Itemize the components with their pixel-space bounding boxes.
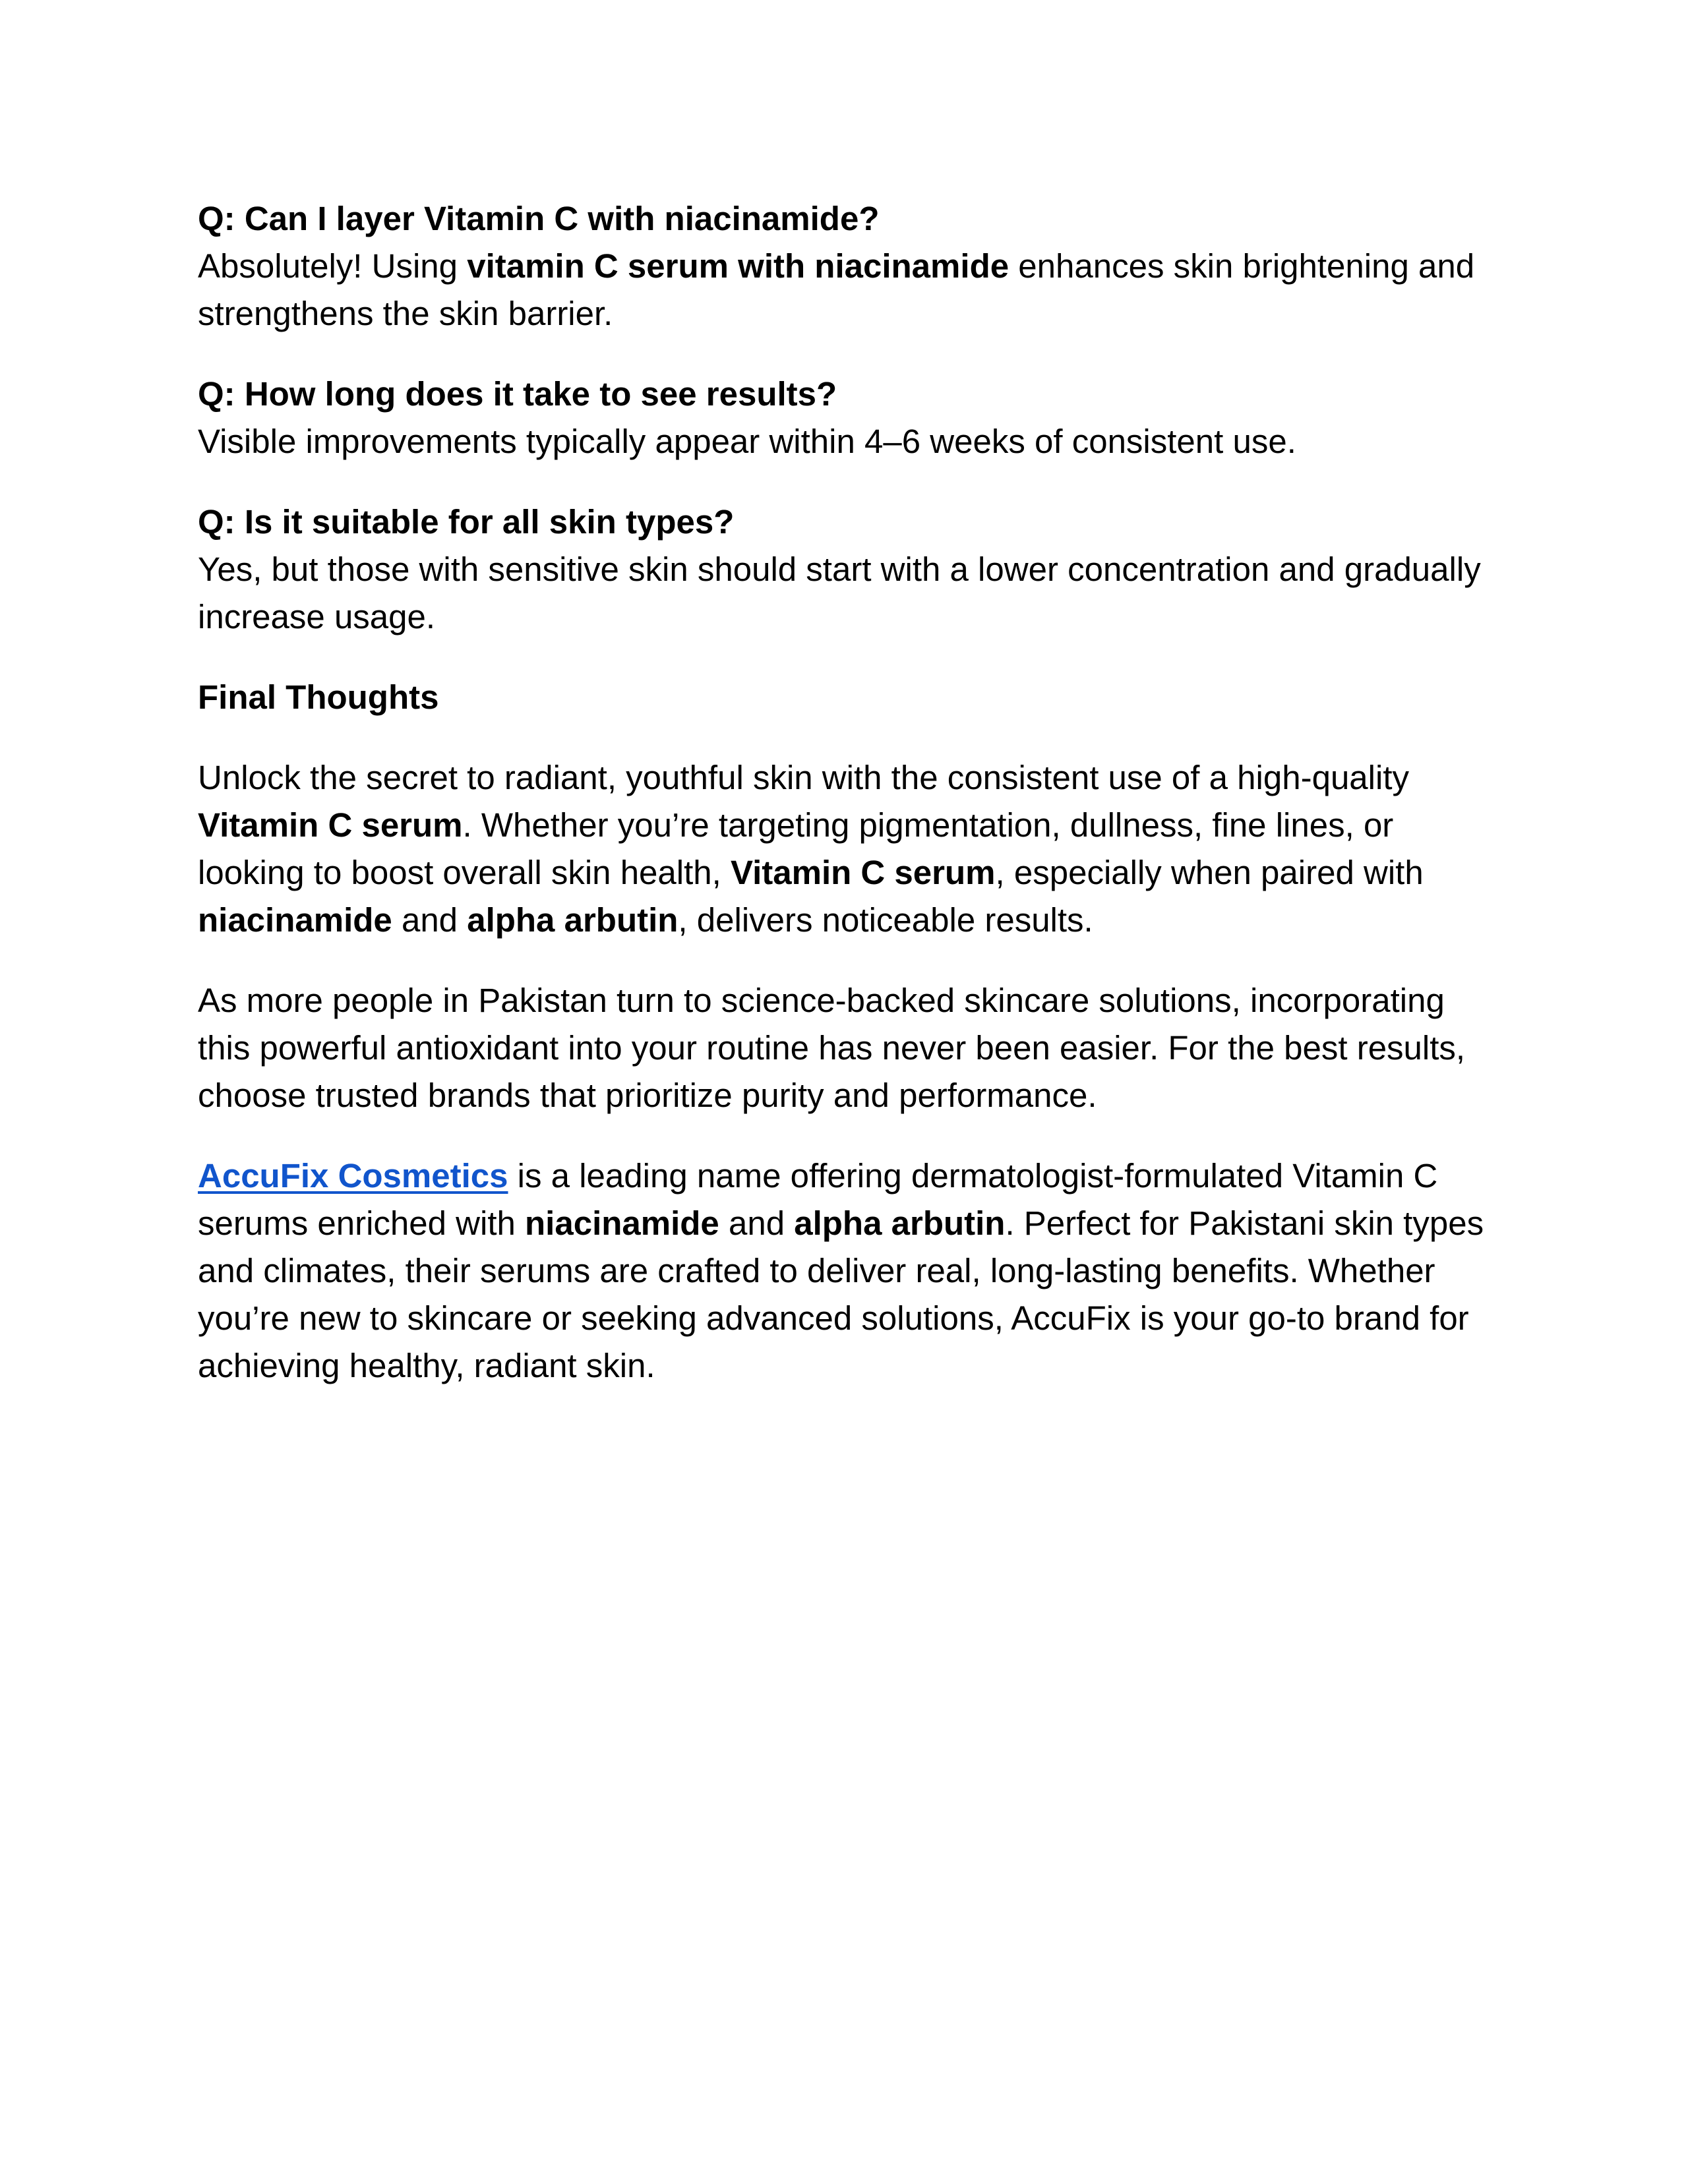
paragraph-bold-text: alpha arbutin — [467, 901, 678, 939]
paragraph-text: . Perfect for Pakistani skin types and climates, their serums are crafted to deliver real, long-lasting benefits. Whether you’re new to skincare or seeking advanced solutions, AccuFix is your go-to brand for achieving healthy, radiant skin. — [198, 1204, 1484, 1384]
faq-question: Q: Can I layer Vitamin C with niacinamide? — [198, 200, 880, 237]
final-thoughts-paragraph-2: As more people in Pakistan turn to science-backed skincare solutions, incorporating this powerful antioxidant into your routine has never been easier. For the best results, choose trusted brands that prioritize purity and performance. — [198, 982, 1466, 1114]
paragraph-bold-text: alpha arbutin — [794, 1204, 1006, 1242]
answer-text: Absolutely! Using — [198, 247, 467, 285]
final-thoughts-heading: Final Thoughts — [198, 678, 439, 716]
paragraph-text: and — [392, 901, 467, 939]
faq-item-skin-types — [198, 498, 1490, 641]
faq-answer — [198, 243, 1490, 338]
faq-item-results-time — [198, 370, 1490, 465]
answer-text: enhances skin brightening and strengthens the skin barrier. — [198, 247, 1475, 332]
final-thoughts-paragraph-3 — [198, 1152, 1490, 1390]
paragraph-text: , especially when paired with — [995, 854, 1424, 891]
accufix-cosmetics-link[interactable]: AccuFix Cosmetics — [198, 1157, 508, 1195]
paragraph-bold-text: Vitamin C serum — [198, 806, 463, 844]
paragraph-bold-text: Vitamin C serum — [730, 854, 996, 891]
paragraph-text: Unlock the secret to radiant, youthful skin with the consistent use of a high-quality — [198, 759, 1409, 796]
faq-item-layering — [198, 195, 1490, 338]
faq-answer: Visible improvements typically appear within 4–6 weeks of consistent use. — [198, 423, 1296, 460]
paragraph-text: and — [719, 1204, 795, 1242]
final-thoughts-paragraph-1 — [198, 754, 1490, 944]
faq-question: Q: How long does it take to see results? — [198, 375, 837, 413]
paragraph-text: is a leading name offering dermatologist-formulated Vitamin C serums enriched with — [198, 1157, 1438, 1242]
document-page — [198, 195, 1490, 1423]
faq-question: Q: Is it suitable for all skin types? — [198, 503, 735, 541]
answer-bold-text: vitamin C serum with niacinamide — [467, 247, 1010, 285]
paragraph-text: , delivers noticeable results. — [678, 901, 1093, 939]
paragraph-text: . Whether you’re targeting pigmentation, dullness, fine lines, or looking to boost overall skin health, — [198, 806, 1394, 891]
paragraph-bold-text: niacinamide — [198, 901, 392, 939]
paragraph-bold-text: niacinamide — [525, 1204, 719, 1242]
faq-answer: Yes, but those with sensitive skin should start with a lower concentration and gradually increase usage. — [198, 550, 1481, 635]
